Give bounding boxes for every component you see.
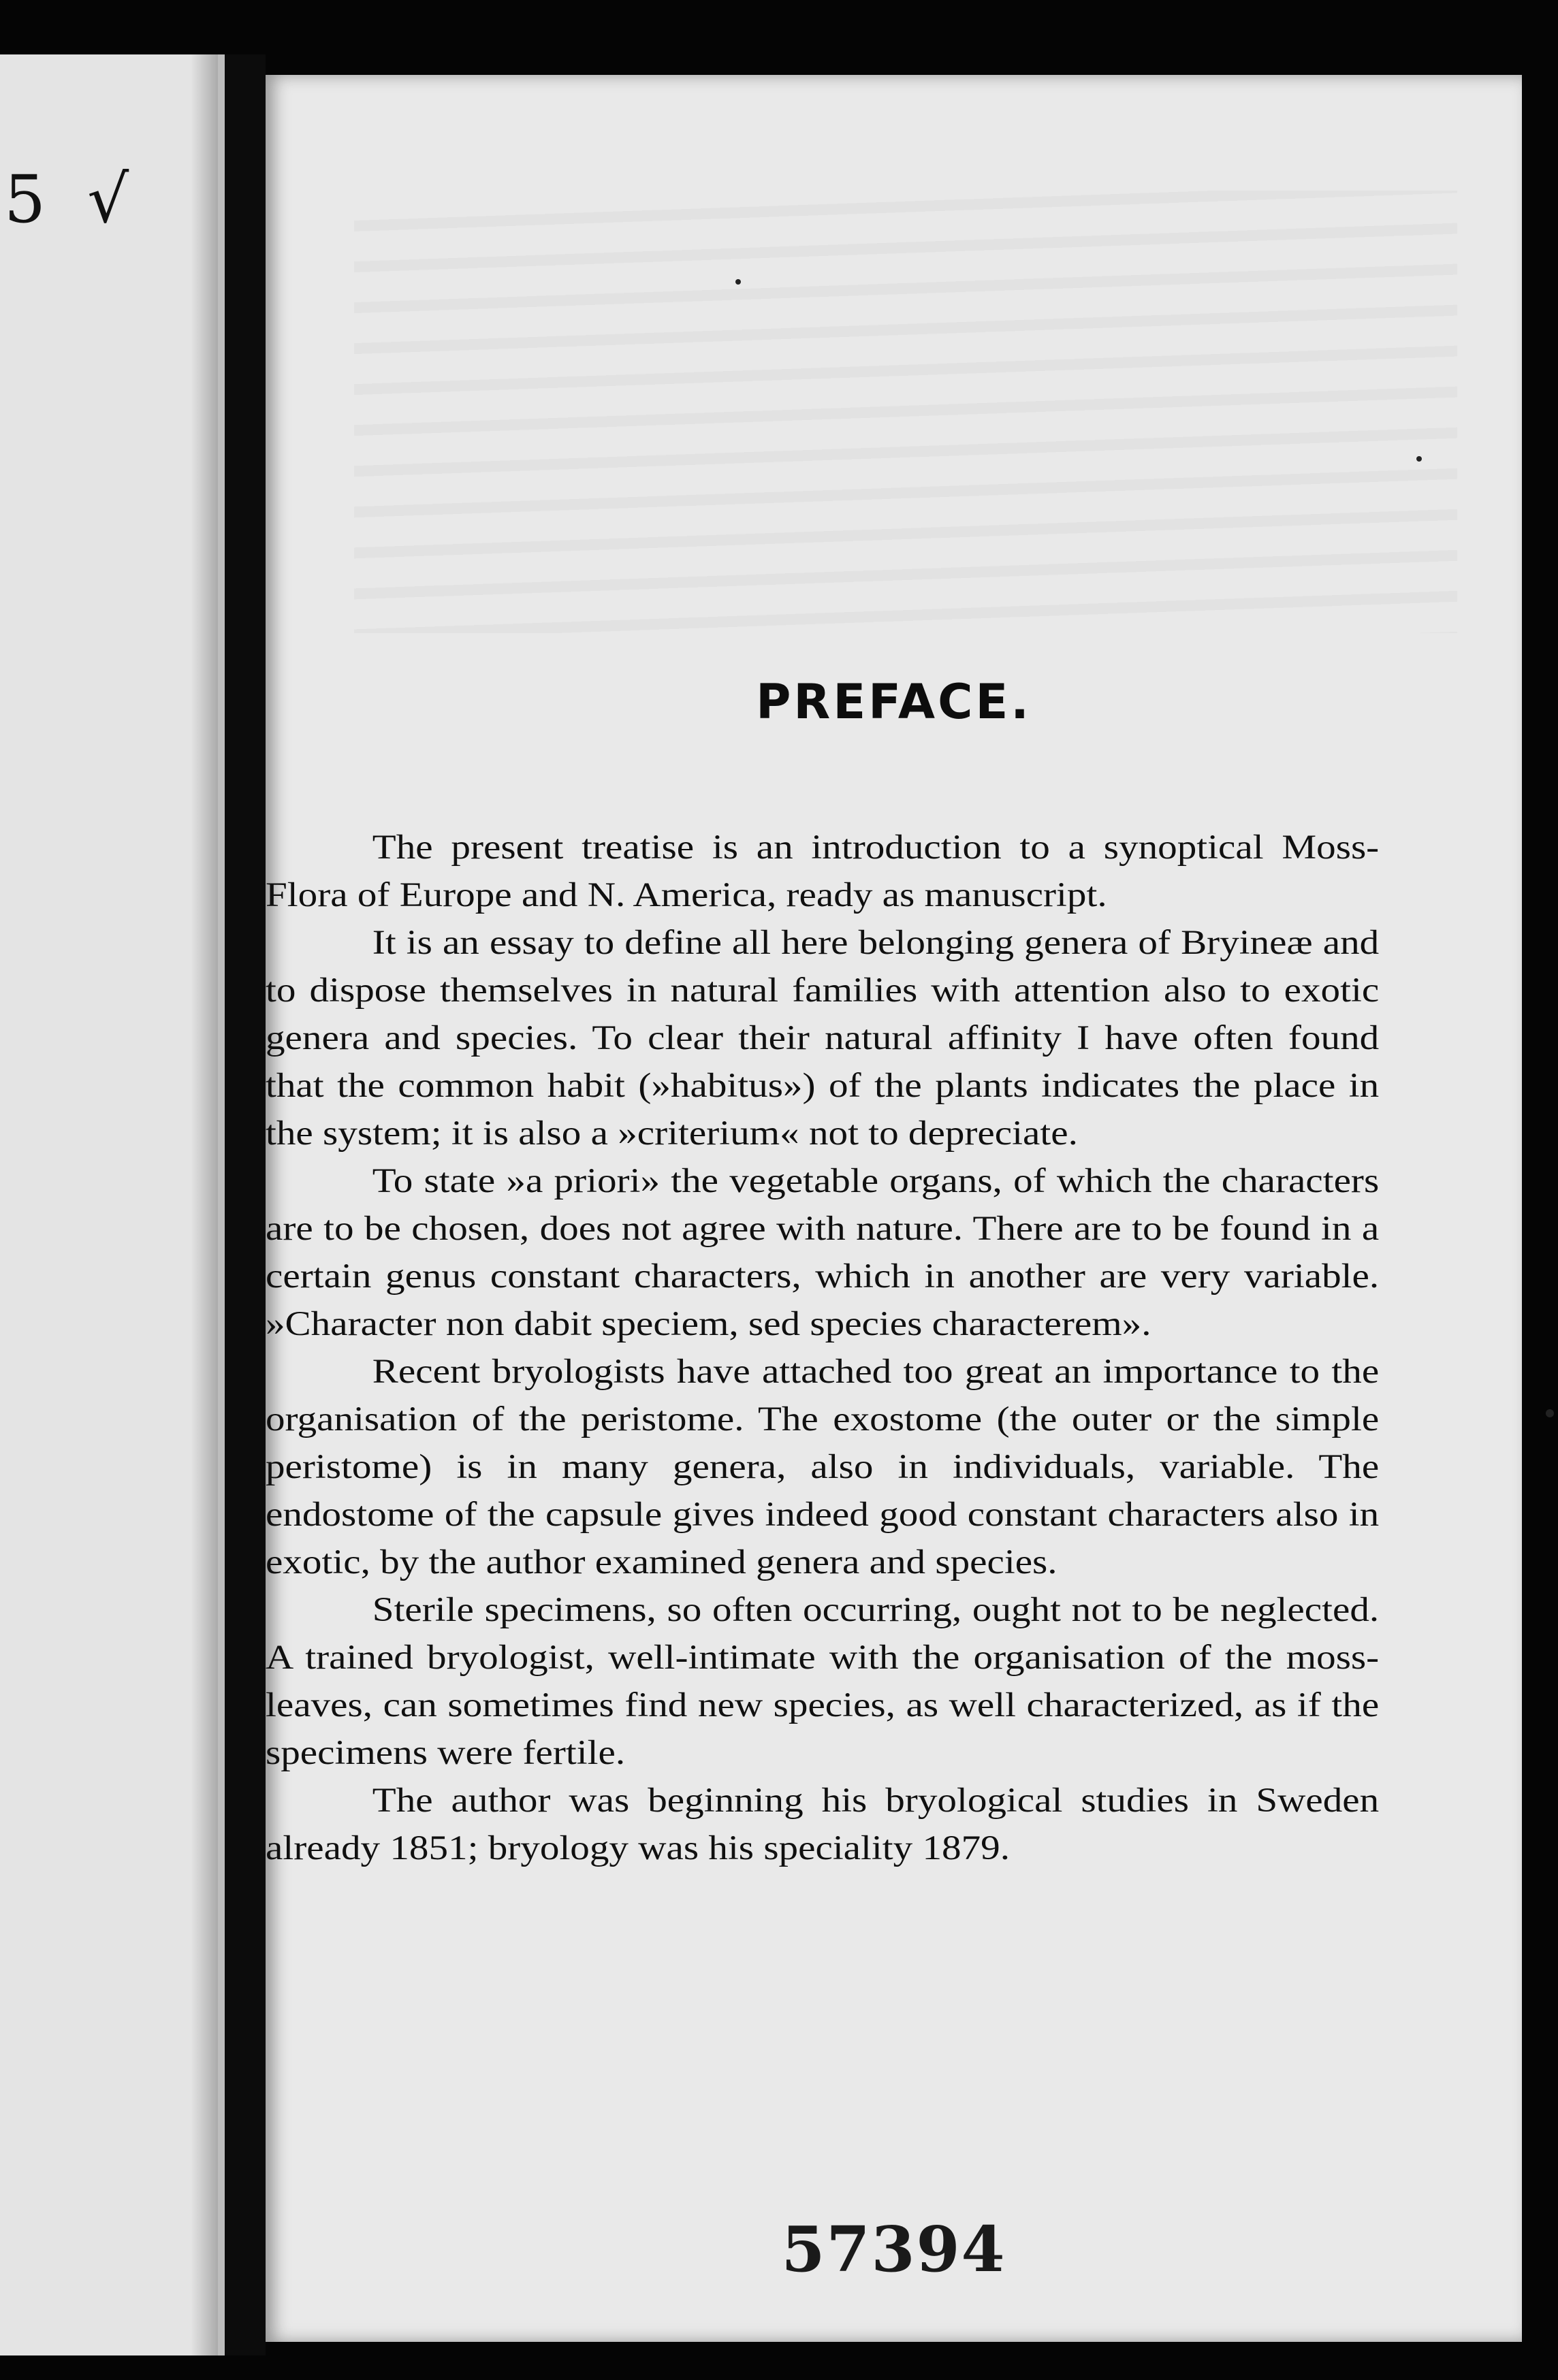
dust-speck: [735, 279, 741, 285]
paragraph-3: To state »a priori» the vegetable organs, of which the characters are to be chosen, does not agree with nature. There are to be found in a certain genus constant characters, which in another are very variable. »Character non dabit speciem, sed species characterem».: [266, 1162, 1380, 1343]
show-through-text: [354, 191, 1457, 633]
paragraph-5: Sterile specimens, so often occurring, ought not to be neglected. A trained bryologist, well-intimate with the organisation of the moss-leaves, can sometimes find new species, as well characterized, as if the specimens were fertile.: [266, 1591, 1380, 1772]
book-gutter: [225, 54, 266, 2355]
preface-body: [266, 824, 1379, 1872]
handwritten-margin-note: 5 √: [4, 161, 129, 238]
left-facing-page: [0, 54, 225, 2355]
dust-speck: [1546, 1409, 1554, 1417]
spine-shadow: [191, 54, 218, 2355]
page-title: PREFACE.: [756, 674, 1032, 730]
paragraph-6: The author was beginning his bryological studies in Sweden already 1851; bryology was his speciality 1879.: [266, 1782, 1380, 1867]
paragraph-4: Recent bryologists have attached too great an importance to the organisation of the peristome. The exostome (the outer or the simple peristome) is in many genera, also in individuals, variable. The endostome of the capsule gives indeed good constant characters also in exotic, by the author examined genera and species.: [266, 1353, 1380, 1581]
paragraph-2: It is an essay to define all here belonging genera of Bryineæ and to dispose themselves in natural families with attention also to exotic genera and species. To clear their natural affinity I have often found that the common habit (»habitus») of the plants indicates the place in the system; it is also a »criterium« not to depreciate.: [266, 924, 1380, 1153]
dust-speck: [1416, 456, 1422, 462]
library-catalog-number: 57394: [781, 2213, 1006, 2286]
preface-page: [266, 75, 1522, 2342]
paragraph-1: The present treatise is an introduction to a synoptical Moss-Flora of Europe and N. America, ready as manuscript.: [266, 829, 1380, 914]
